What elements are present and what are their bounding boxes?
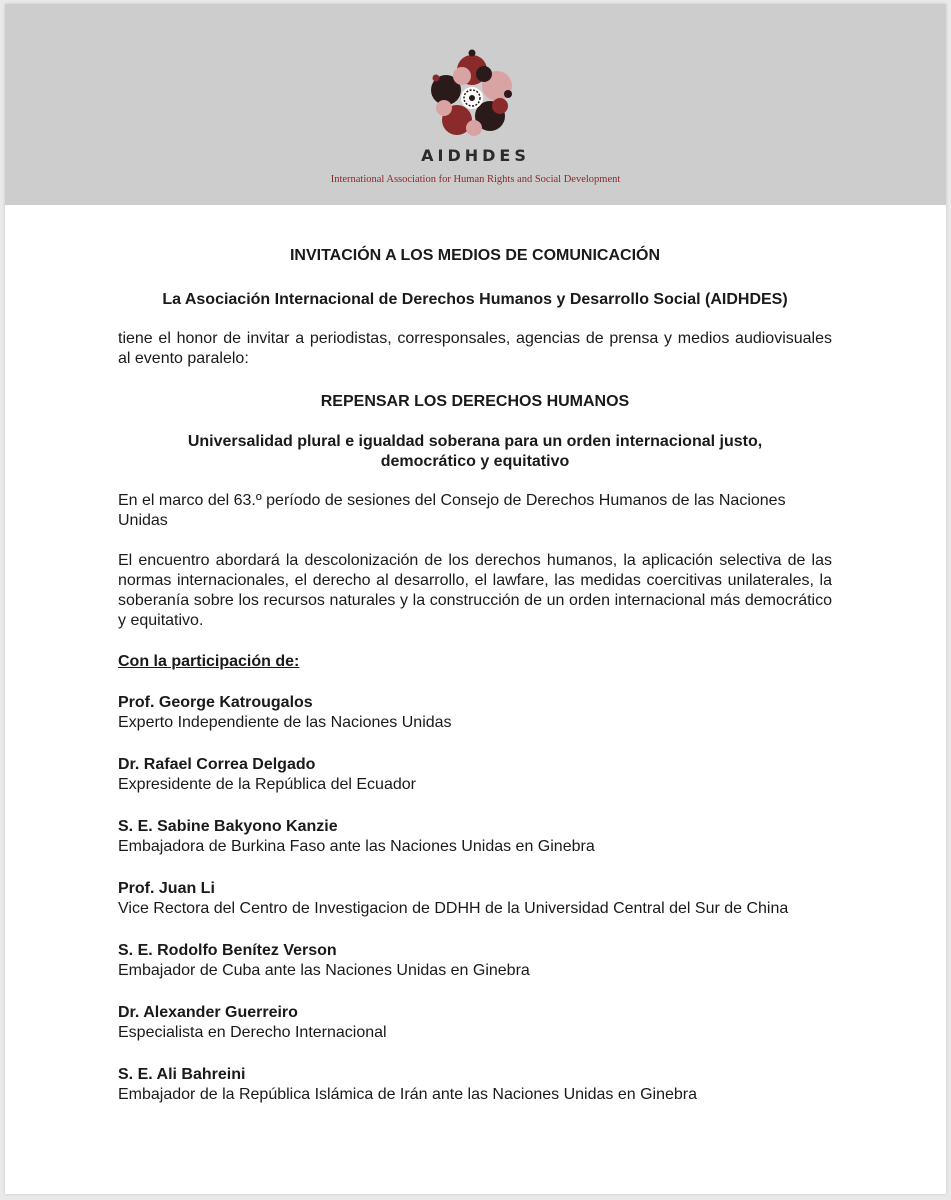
participant-role: Vice Rectora del Centro de Investigacion de DDHH de la Universidad Central del Sur de China bbox=[118, 900, 789, 917]
brand-name: AIDHDES bbox=[421, 146, 530, 165]
participant-item bbox=[118, 941, 832, 981]
participants-heading: Con la participación de: bbox=[118, 653, 300, 670]
participant-name: Prof. George Katrougalos bbox=[118, 694, 313, 711]
participant-role: Experto Independiente de las Naciones Unidas bbox=[118, 714, 452, 731]
participant-item bbox=[118, 755, 832, 795]
document-page bbox=[5, 4, 946, 1194]
participant-name: Dr. Rafael Correa Delgado bbox=[118, 756, 316, 773]
organization-name: La Asociación Internacional de Derechos Humanos y Desarrollo Social (AIDHDES) bbox=[162, 291, 788, 308]
participant-role: Especialista en Derecho Internacional bbox=[118, 1024, 387, 1041]
event-description: El encuentro abordará la descolonización de los derechos humanos, la aplicación selectiva de las normas internacionales, el derecho al desarrollo, el lawfare, las medidas coercitivas unilaterales, la soberanía sobre los recursos naturales y la construcción de un orden internacional más democrático y equitativo. bbox=[118, 552, 832, 629]
participant-item bbox=[118, 693, 832, 733]
document-title: INVITACIÓN A LOS MEDIOS DE COMUNICACIÓN bbox=[289, 247, 661, 264]
participant-item bbox=[118, 817, 832, 857]
participant-role: Embajadora de Burkina Faso ante las Naciones Unidas en Ginebra bbox=[118, 838, 595, 855]
event-title: REPENSAR LOS DERECHOS HUMANOS bbox=[320, 393, 630, 410]
participant-role: Embajador de la República Islámica de Irán ante las Naciones Unidas en Ginebra bbox=[118, 1086, 697, 1103]
participant-item bbox=[118, 879, 832, 919]
participant-name: Dr. Alexander Guerreiro bbox=[118, 1004, 298, 1021]
participant-name: S. E. Sabine Bakyono Kanzie bbox=[118, 818, 338, 835]
participants-list bbox=[118, 693, 832, 1105]
participant-item bbox=[118, 1065, 832, 1105]
invitation-text: tiene el honor de invitar a periodistas, corresponsales, agencias de prensa y medios audiovisuales al evento paralelo: bbox=[118, 330, 832, 367]
event-subtitle bbox=[118, 432, 832, 472]
participant-item bbox=[118, 1003, 832, 1043]
document-body bbox=[118, 242, 832, 1127]
participant-role: Embajador de Cuba ante las Naciones Unidas en Ginebra bbox=[118, 962, 530, 979]
event-subtitle-line: democrático y equitativo bbox=[380, 453, 570, 470]
participant-name: Prof. Juan Li bbox=[118, 880, 215, 897]
participant-name: S. E. Rodolfo Benítez Verson bbox=[118, 942, 337, 959]
participant-role: Expresidente de la República del Ecuador bbox=[118, 776, 416, 793]
participant-name: S. E. Ali Bahreini bbox=[118, 1066, 246, 1083]
brand-tagline: International Association for Human Rights and Social Development bbox=[330, 174, 621, 185]
event-subtitle-line: Universalidad plural e igualdad soberana para un orden internacional justo, bbox=[187, 433, 763, 450]
event-context: En el marco del 63.º período de sesiones del Consejo de Derechos Humanos de las Naciones Unidas bbox=[118, 492, 786, 529]
letterhead-band bbox=[5, 4, 946, 205]
flower-people-logo-icon bbox=[422, 48, 522, 148]
